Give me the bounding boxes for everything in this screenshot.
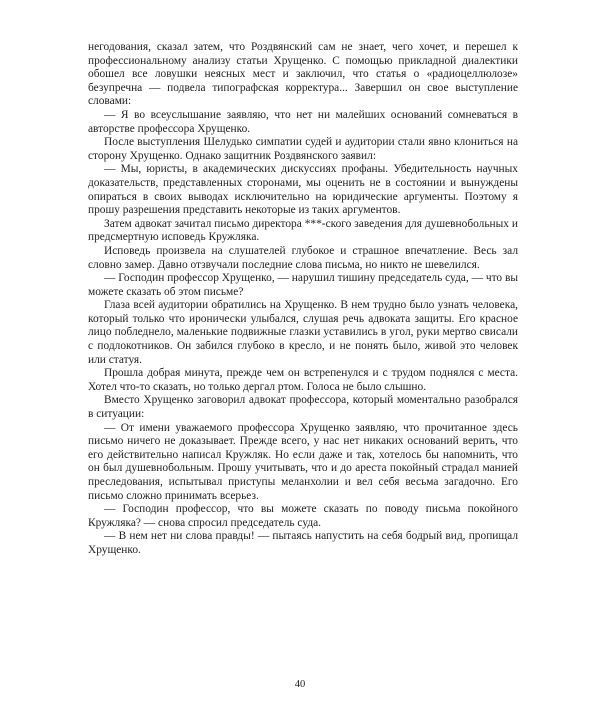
- page-number: 40: [294, 679, 306, 690]
- paragraph: — Господин профессор, что вы можете сказать по поводу письма покойного Кружляка? — снова спросил председатель суда.: [88, 503, 518, 529]
- paragraph: Прошла добрая минута, прежде чем он встрепенулся и с трудом поднялся с места. Хотел что-то сказать, но только дергал ртом. Голоса не было слышно.: [88, 367, 518, 393]
- paragraph: — Мы, юристы, в академических дискуссиях профаны. Убедительность научных доказательств, представленных сторонами, мы оценить не в состоянии и вынуждены опираться в своих выводах исключительно на юридические аргументы. Поэтому я прошу разрешения представить некоторые из таких аргументов.: [88, 163, 518, 217]
- paragraph: — От имени уважаемого профессора Хрущенко заявляю, что прочитанное здесь письмо ничего не доказывает. Прежде всего, у нас нет никаких оснований верить, что его действительно написал Кружляк. Но если даже и так, хотелось бы напомнить, что он был душевнобольным. Прошу учитывать, что и до ареста покойный страдал манией преследования, испытывал приступы меланхолии и вел себя весьма загадочно. Его письмо сложно принимать всерьез.: [88, 421, 518, 502]
- paragraph: — Господин профессор Хрущенко, — нарушил тишину председатель суда, — что вы можете сказать об этом письме?: [88, 272, 518, 298]
- paragraph: — В нем нет ни слова правды! — пытаясь напустить на себя бодрый вид, пропищал Хрущенко.: [88, 530, 518, 556]
- paragraph: — Я во всеуслышание заявляю, что нет ни малейших оснований сомневаться в авторстве профессора Хрущенко.: [88, 108, 518, 135]
- paragraph: негодования, сказал затем, что Роздвянский сам не знает, чего хочет, и перешел к профессиональному анализу статьи Хрущенко. С помощью прикладной диалектики обошел все ловушки неясных мест и заключил, что статья о «радиоцеллюлозе» безупречна — подвела типографская корректура... Завершил он свое выступление словами:: [88, 41, 518, 108]
- paragraph: Глаза всей аудитории обратились на Хрущенко. В нем трудно было узнать человека, который только что иронически улыбался, слушая речь адвоката защиты. Его красное лицо побледнело, маленькие подвижные глазки уставились в угол, руки мертво свисали с подлокотников. Он забился глубоко в кресло, и не понять было, живой это человек или статуя.: [88, 299, 518, 366]
- paragraph: Исповедь произвела на слушателей глубокое и страшное впечатление. Весь зал словно замер. Давно отзвучали последние слова письма, но никто не шевелился.: [88, 244, 518, 271]
- paragraph: Вместо Хрущенко заговорил адвокат профессора, который моментально разобрался в ситуации:: [88, 394, 518, 421]
- body-text: [88, 41, 518, 558]
- paragraph: Затем адвокат зачитал письмо директора ***-ского заведения для душевнобольных и предсмертную исповедь Кружляка.: [88, 217, 518, 244]
- paragraph: После выступления Шелудько симпатии судей и аудитории стали явно клониться на сторону Хрущенко. Однако защитник Роздвянского заявил:: [88, 136, 518, 162]
